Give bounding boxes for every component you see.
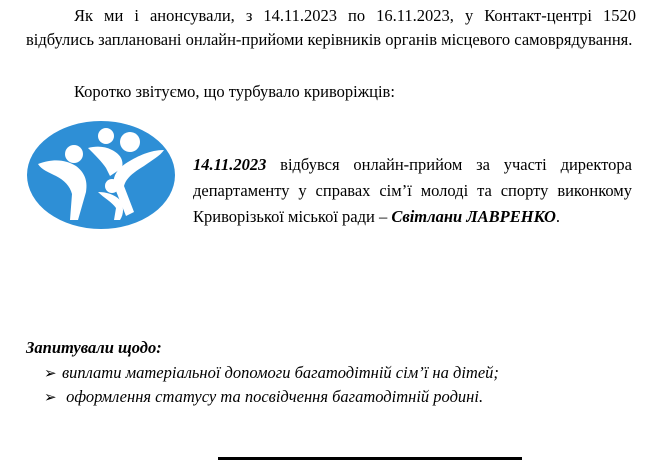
event-end: . (555, 207, 561, 226)
event-date: 14.11.2023 (193, 155, 267, 174)
list-item-text: виплати матеріальної допомоги багатодітній сім’ї на дітей; (62, 363, 499, 382)
topics-list (44, 361, 499, 409)
list-item (44, 385, 499, 409)
logo-head-3 (98, 128, 114, 144)
arrow-bullet-icon: ➢ (44, 364, 57, 382)
list-item-text: оформлення статусу та посвідчення багатодітній родині. (62, 387, 484, 406)
intro-summary-line: Коротко звітуємо, що турбувало криворіжців: (74, 82, 395, 101)
list-item (44, 361, 499, 385)
logo-head-2 (120, 132, 140, 152)
logo-head-1 (65, 145, 83, 163)
asked-heading: Запитували щодо: (26, 338, 162, 357)
event-paragraph (193, 152, 632, 230)
event-text: відбувся онлайн-прийом за участі директора департаменту у справах сім’ї молоді та спорту виконкому Криворізької міської ради – (193, 155, 632, 226)
arrow-bullet-icon: ➢ (44, 388, 57, 406)
logo-head-4 (105, 179, 119, 193)
family-icon (26, 120, 176, 230)
event-person: Світлани ЛАВРЕНКО (391, 207, 556, 226)
intro-paragraph: Як ми і анонсували, з 14.11.2023 по 16.11.2023, у Контакт-центрі 1520 відбулись заплановані онлайн-прийоми керівників органів місцевого самоврядування. (26, 6, 636, 49)
bottom-divider (218, 457, 522, 460)
